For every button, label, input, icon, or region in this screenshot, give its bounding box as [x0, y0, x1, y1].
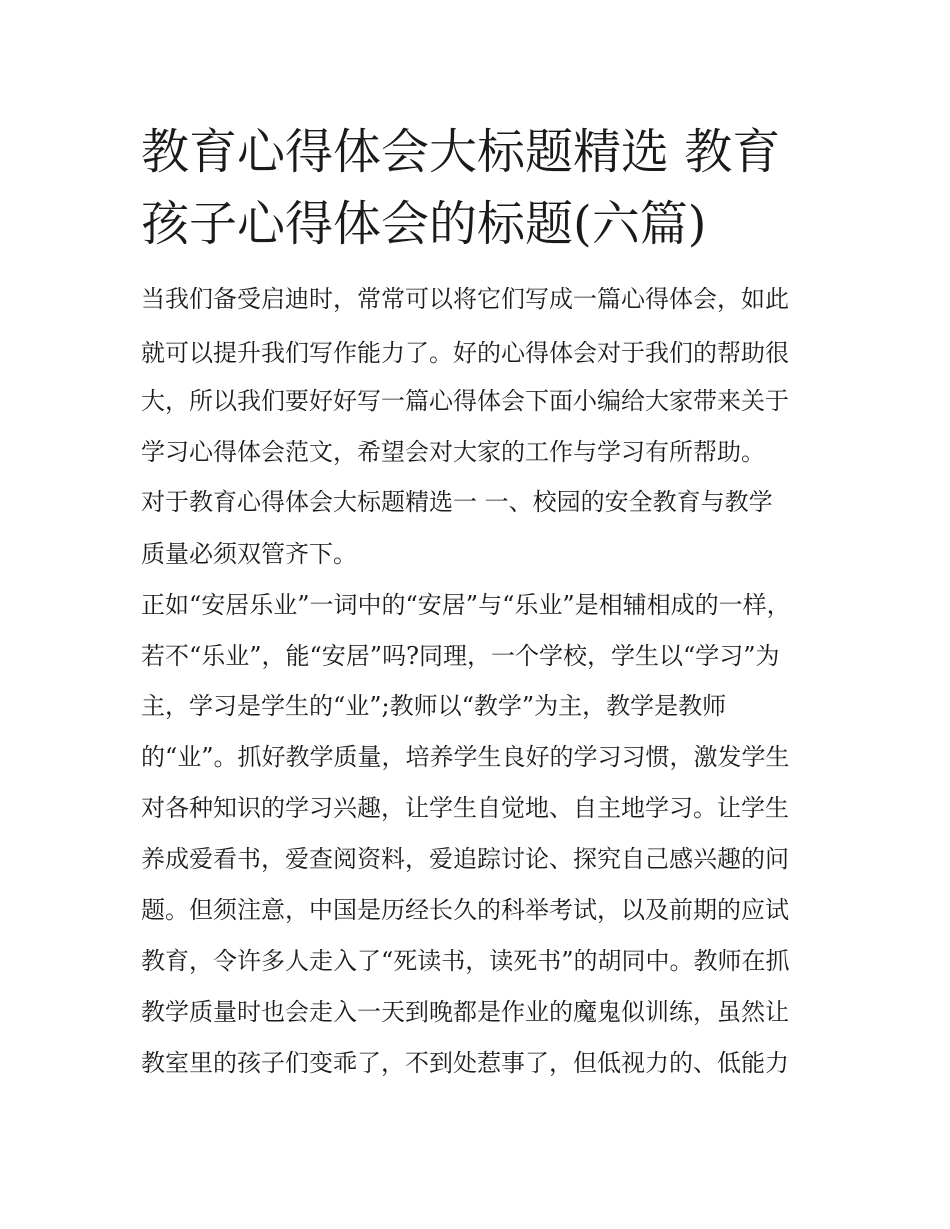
title-line-1: 教育心得体会大标题精选 教育 — [141, 124, 781, 180]
body-line: 大，所以我们要好好写一篇心得体会下面小编给大家带来关于 — [141, 387, 789, 415]
body-line: 对各种知识的学习兴趣，让学生自觉地、自主地学习。让学生 — [141, 794, 789, 822]
body-line: 教育，令许多人走入了“死读书，读死书”的胡同中。教师在抓 — [141, 947, 790, 975]
body-line: 当我们备受启迪时，常常可以将它们写成一篇心得体会，如此 — [141, 285, 789, 313]
body-line: 主，学习是学生的“业”;教师以“教学”为主，教学是教师 — [141, 692, 727, 720]
body-line: 质量必须双管齐下。 — [141, 540, 357, 568]
body-line: 若不“乐业”，能“安居”吗?同理，一个学校，学生以“学习”为 — [141, 642, 780, 670]
body-line: 就可以提升我们写作能力了。好的心得体会对于我们的帮助很 — [141, 339, 789, 367]
title-line-2: 孩子心得体会的标题(六篇) — [141, 196, 707, 252]
body-line: 的“业”。抓好教学质量，培养学生良好的学习习惯，激发学生 — [141, 743, 790, 771]
body-line: 教室里的孩子们变乖了，不到处惹事了，但低视力的、低能力 — [141, 1049, 789, 1077]
body-line: 学习心得体会范文，希望会对大家的工作与学习有所帮助。 — [141, 438, 765, 466]
body-line: 正如“安居乐业”一词中的“安居”与“乐业”是相辅相成的一样， — [141, 591, 791, 619]
body-line: 养成爱看书，爱查阅资料，爱追踪讨论、探究自己感兴趣的问 — [141, 845, 789, 873]
body-line: 题。但须注意，中国是历经长久的科举考试，以及前期的应试 — [141, 896, 789, 924]
body-line: 教学质量时也会走入一天到晚都是作业的魔鬼似训练，虽然让 — [141, 998, 789, 1026]
body-line: 对于教育心得体会大标题精选一 一、校园的安全教育与教学 — [141, 488, 773, 516]
